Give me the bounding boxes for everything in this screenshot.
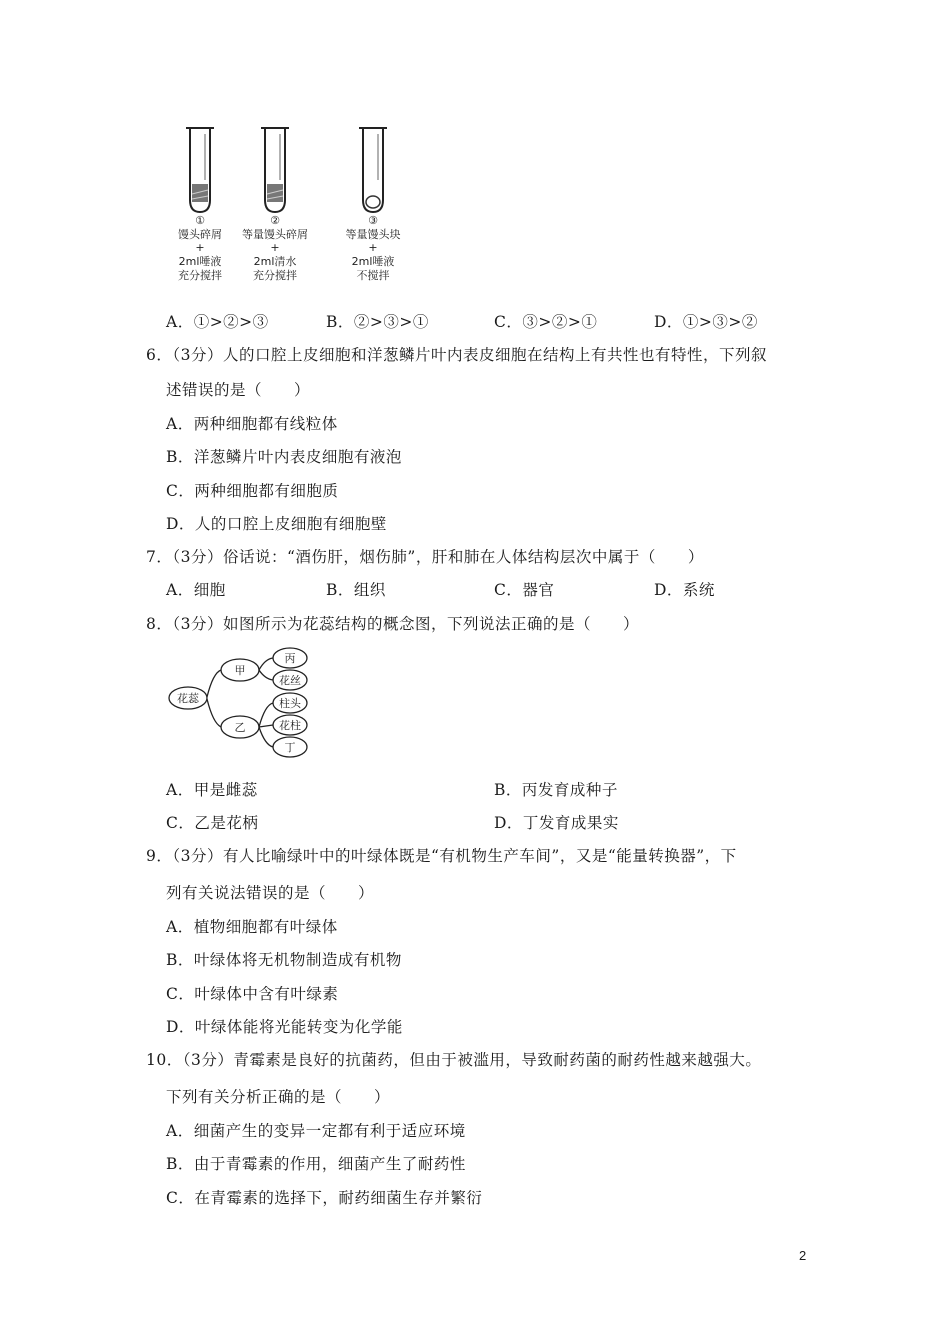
q7-option-c: C．器官 [494,581,555,599]
q8-stem: 8．（3分）如图所示为花蕊结构的概念图，下列说法正确的是（ ） [146,615,639,633]
tube-2-num: ② [270,214,280,227]
q9-stem-line2: 列有关说法错误的是（ ） [166,884,375,902]
q5-option-a: A．①>②>③ [166,313,269,331]
q8-option-b: B．丙发育成种子 [494,781,618,799]
tube-3-line2: 2ml唾液 [351,255,395,268]
q9-option-d: D．叶绿体能将光能转变为化学能 [166,1018,403,1036]
tube-1-plus: + [195,241,205,254]
q6-stem-line2: 述错误的是（ ） [166,381,311,399]
test-tube-3 [359,128,387,212]
tube-3-plus: + [368,241,378,254]
q6-stem-line1: 6．（3分）人的口腔上皮细胞和洋葱鳞片叶内表皮细胞在结构上有共性也有特性，下列叙 [146,346,767,364]
tube-3-line1: 等量馒头块 [345,228,401,241]
q7-option-b: B．组织 [326,581,386,599]
node-b2-label: 花柱 [279,719,301,732]
q6-option-b: B．洋葱鳞片叶内表皮细胞有液泡 [166,448,402,466]
tube-1-num: ① [195,214,205,227]
q7-stem: 7．（3分）俗话说：“酒伤肝，烟伤肺”，肝和肺在人体结构层次中属于（ ） [146,548,704,566]
page-number: 2 [799,1248,807,1263]
q9-option-b: B．叶绿体将无机物制造成有机物 [166,951,402,969]
tube-2-line2: 2ml清水 [253,255,297,268]
tube-2-line3: 充分搅拌 [253,269,297,282]
q9-stem-line1: 9．（3分）有人比喻绿叶中的叶绿体既是“有机物生产车间”，又是“能量转换器”，下 [146,847,737,865]
q5-option-b: B．②>③>① [326,313,429,331]
test-tube-2 [261,128,289,212]
q10-option-c: C．在青霉素的选择下，耐药细菌生存并繁衍 [166,1189,483,1207]
test-tube-1 [186,128,214,212]
q8-option-d: D．丁发育成果实 [494,814,619,832]
q8-option-a: A．甲是雌蕊 [166,781,258,799]
tube-2-plus: + [270,241,280,254]
tube-3-num: ③ [368,214,378,227]
node-root-label: 花蕊 [177,692,199,705]
tube-1-line1: 馒头碎屑 [178,228,222,241]
node-b-label: 乙 [234,721,246,734]
q10-option-b: B．由于青霉素的作用，细菌产生了耐药性 [166,1155,466,1173]
q9-option-a: A．植物细胞都有叶绿体 [166,918,338,936]
q8-option-c: C．乙是花柄 [166,814,259,832]
node-b1-label: 柱头 [279,697,301,710]
node-a1-label: 丙 [284,652,296,665]
node-a-label: 甲 [234,664,246,677]
tube-1-line2: 2ml唾液 [178,255,222,268]
tube-1-line3: 充分搅拌 [178,269,222,282]
q6-option-d: D．人的口腔上皮细胞有细胞壁 [166,515,387,533]
q5-option-c: C．③>②>① [494,313,598,331]
test-tube-figure [160,120,430,290]
node-b3-label: 丁 [284,741,296,754]
q7-option-a: A．细胞 [166,581,226,599]
q6-option-c: C．两种细胞都有细胞质 [166,482,339,500]
q5-option-d: D．①>③>② [654,313,758,331]
tube-2-line1: 等量馒头碎屑 [242,228,308,241]
q10-stem-line2: 下列有关分析正确的是（ ） [166,1088,391,1106]
stamen-pistil-concept-diagram [165,645,315,760]
q10-stem-line1: 10．（3分）青霉素是良好的抗菌药，但由于被滥用，导致耐药菌的耐药性越来越强大。 [146,1051,762,1069]
q7-option-d: D．系统 [654,581,715,599]
tube-3-line3: 不搅拌 [356,269,390,282]
q10-option-a: A．细菌产生的变异一定都有利于适应环境 [166,1122,466,1140]
q9-option-c: C．叶绿体中含有叶绿素 [166,985,339,1003]
q6-option-a: A．两种细胞都有线粒体 [166,415,338,433]
node-a2-label: 花丝 [279,674,301,687]
